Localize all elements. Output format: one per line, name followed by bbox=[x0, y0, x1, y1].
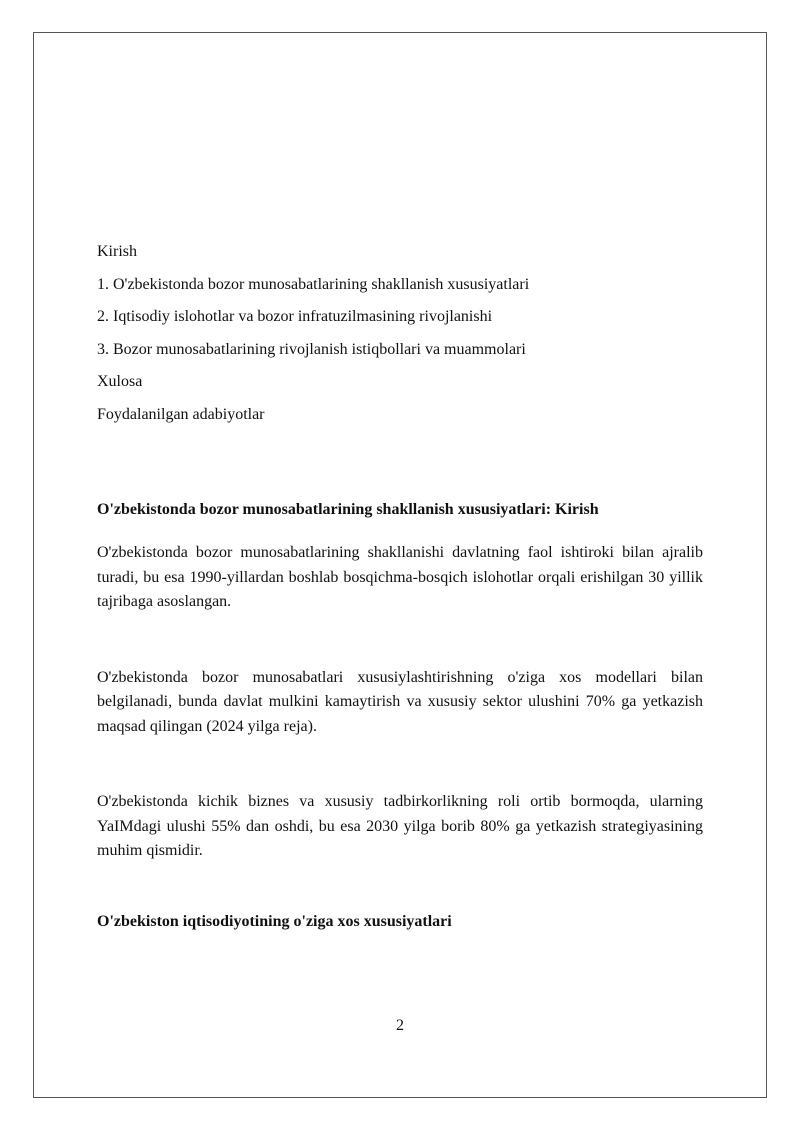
paragraph: O'zbekistonda kichik biznes va xususiy tadbirkorlikning roli ortib bormoqda, ularning YaIMdagi ulushi 55% dan oshdi, bu esa 2030 yilga borib 80% ga yetkazish strategiyasining muhim qismidir. bbox=[97, 793, 703, 859]
toc-item-adabiyotlar: Foydalanilgan adabiyotlar bbox=[97, 405, 265, 423]
table-of-contents bbox=[97, 241, 717, 436]
section-subheading: O'zbekiston iqtisodiyotining o'ziga xos xususiyatlari bbox=[97, 912, 452, 930]
paragraph: O'zbekistonda bozor munosabatlari xususiylashtirishning o'ziga xos modellari bilan belgilanadi, bunda davlat mulkini kamaytirish va xususiy sektor ulushini 70% ga yetkazish maqsad qilingan (2024 yilga reja). bbox=[97, 668, 703, 735]
toc-item-xulosa: Xulosa bbox=[97, 373, 143, 390]
section-heading: O'zbekistonda bozor munosabatlarining shakllanish xususiyatlari: Kirish bbox=[97, 501, 599, 518]
toc-item-chapter-1: 1. O'zbekistonda bozor munosabatlarining shakllanish xususiyatlari bbox=[97, 275, 530, 293]
toc-item-chapter-2: 2. Iqtisodiy islohotlar va bozor infratuzilmasining rivojlanishi bbox=[97, 308, 493, 325]
document-body bbox=[97, 499, 703, 933]
toc-item-kirish: Kirish bbox=[97, 243, 137, 260]
page-number: 2 bbox=[396, 1017, 404, 1034]
paragraph: O'zbekistonda bozor munosabatlarining shakllanishi davlatning faol ishtiroki bilan ajralib turadi, bu esa 1990-yillardan boshlab bosqichma-bosqich islohotlar orqali erishilgan 30 yillik tajribaga asoslangan. bbox=[97, 544, 703, 610]
toc-item-chapter-3: 3. Bozor munosabatlarining rivojlanish istiqbollari va muammolari bbox=[97, 340, 526, 358]
